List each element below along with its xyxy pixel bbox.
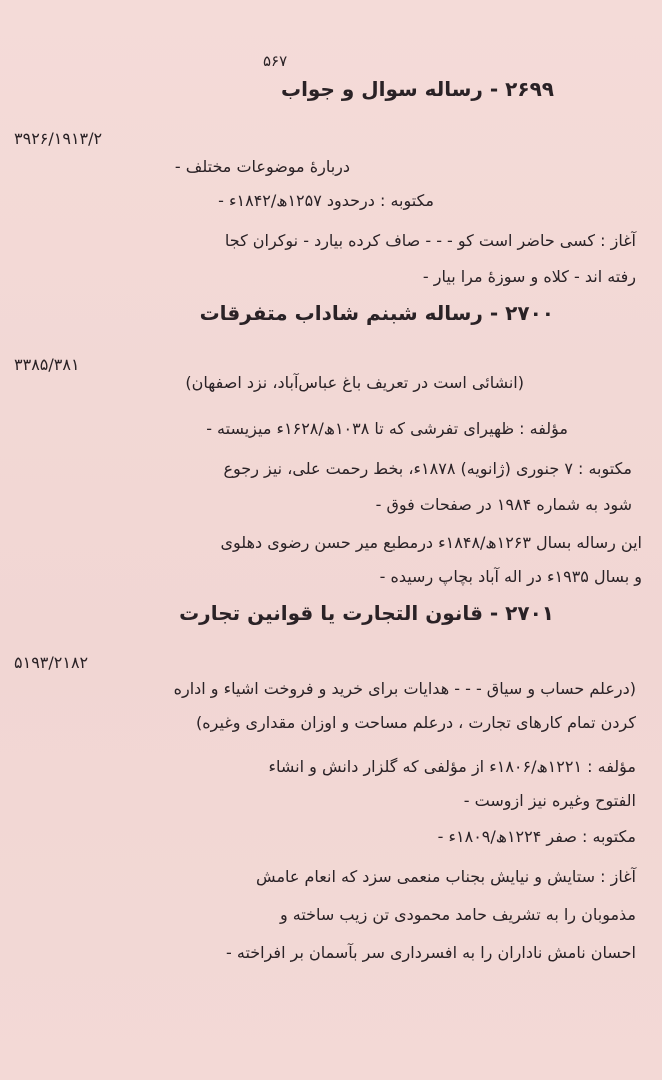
entry-2701-line-8: احسان نامش ناداران را به افسرداری سر بآسمان بر افراخته -: [226, 943, 636, 962]
entry-2699-line-4: رفته اند - کلاه و سوزهٔ مرا بیار -: [422, 267, 636, 286]
entry-2699-line-1: دربارهٔ موضوعات مختلف -: [174, 157, 350, 176]
entry-2700-catalog-number: ۳۳۸۵/۳۸۱: [14, 355, 80, 374]
entry-2701-line-7: مذموبان را به تشریف حامد محمودی تن زیب ساخته و: [279, 905, 636, 924]
entry-2701-catalog-number: ۵۱۹۳/۲۱۸۲: [14, 653, 89, 672]
entry-2701-line-1: (درعلم حساب و سیاق - - - هدایات برای خرید و فروخت اشیاء و اداره: [173, 679, 636, 698]
entry-2701-line-2: کردن تمام کارهای تجارت ، درعلم مساحت و اوزان مقداری وغیره): [196, 713, 636, 732]
entry-2700-line-4: شود به شماره ۱۹۸۴ در صفحات فوق -: [375, 495, 632, 514]
page-number: ۵۶۷: [263, 52, 288, 70]
entry-2701-line-3: مؤلفه : ۱۲۲۱ھ/۱۸۰۶ء از مؤلفی که گلزار دانش و انشاء: [268, 757, 636, 776]
entry-2701-line-6: آغاز : ستایش و نیایش بجناب منعمی سزد که انعام عامش: [256, 867, 636, 886]
entry-2699-catalog-number: ۳۹۲۶/۱۹۱۳/۲: [14, 129, 103, 148]
entry-2701-line-4: الفتوح وغیره نیز ازوست -: [463, 791, 636, 810]
entry-2700-line-3: مکتوبه : ۷ جنوری (ژانویه) ۱۸۷۸ء، بخط رحمت علی، نیز رجوع: [223, 459, 632, 478]
entry-2700-line-2: مؤلفه : ظهیرای تفرشی که تا ۱۰۳۸ھ/۱۶۲۸ء میزیسته -: [206, 419, 568, 438]
entry-2701-line-5: مکتوبه : صفر ۱۲۲۴ھ/۱۸۰۹ء -: [437, 827, 636, 846]
entry-2700-heading: ۲۷۰۰ - رساله شبنم شاداب متفرقات: [199, 301, 554, 325]
entry-2701-heading: ۲۷۰۱ - قانون التجارت یا قوانین تجارت: [179, 601, 554, 625]
entry-2700-line-5: این رساله بسال ۱۲۶۳ھ/۱۸۴۸ء درمطبع میر حسن رضوی دهلوی: [220, 533, 642, 552]
entry-2700-line-6: و بسال ۱۹۳۵ء در اله آباد بچاپ رسیده -: [379, 567, 642, 586]
entry-2699-line-3: آغاز : کسی حاضر است کو - - - صاف کرده بیارد - نوکران کجا: [224, 231, 636, 250]
entry-2700-line-1: (انشائی است در تعریف باغ عباس‌آباد، نزد اصفهان): [185, 373, 524, 392]
entry-2699-line-2: مکتوبه : درحدود ۱۲۵۷ھ/۱۸۴۲ء -: [218, 191, 434, 210]
entry-2699-heading: ۲۶۹۹ - رساله سوال و جواب: [280, 77, 554, 101]
